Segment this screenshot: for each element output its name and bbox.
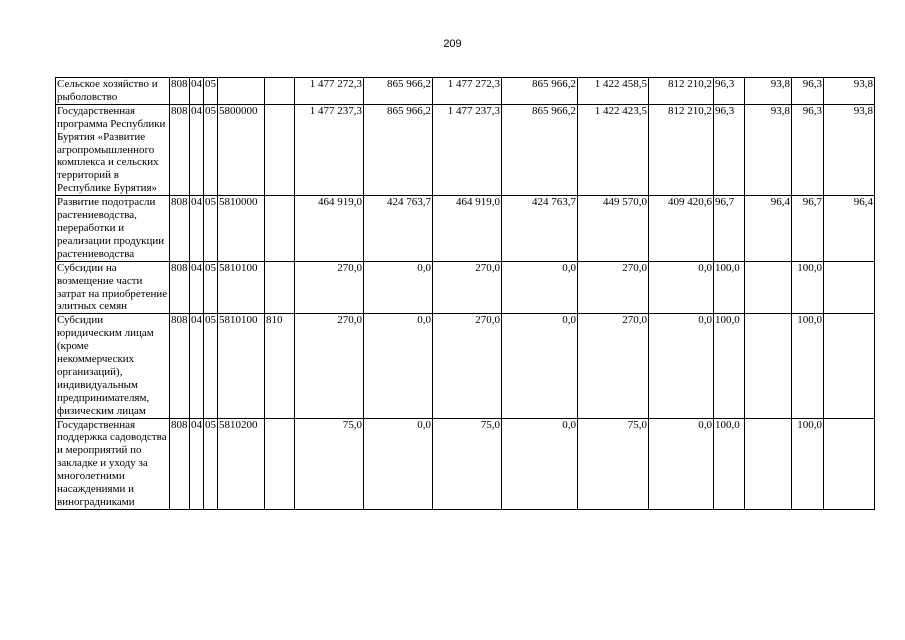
section-code-cell: 04 [190,418,204,509]
amount-cell-5: 270,0 [578,314,649,418]
amount-cell-5: 1 422 423,5 [578,104,649,195]
target-article-cell [218,78,265,105]
amount-cell-4: 0,0 [502,418,578,509]
amount-cell-3: 464 919,0 [433,196,502,262]
amount-cell-6: 0,0 [649,314,714,418]
row-name-cell: Государственная программа Республики Бурятия «Развитие агропромышленного комплекса и сельских территорий в Республике Бурятия» [56,104,170,195]
percent-cell-4 [824,418,875,509]
amount-cell-6: 812 210,2 [649,104,714,195]
amount-cell-3: 1 477 237,3 [433,104,502,195]
table-row [56,104,875,195]
page-number: 209 [443,38,462,50]
percent-cell-3: 96,7 [792,196,824,262]
percent-cell-2: 96,4 [745,196,792,262]
amount-cell-6: 409 420,6 [649,196,714,262]
percent-cell-1: 100,0 [714,314,745,418]
amount-cell-2: 865 966,2 [364,78,433,105]
target-article-cell: 5810000 [218,196,265,262]
percent-cell-2 [745,418,792,509]
amount-cell-4: 0,0 [502,261,578,314]
percent-cell-4 [824,314,875,418]
section-code-cell: 04 [190,261,204,314]
percent-cell-2 [745,261,792,314]
target-article-cell: 5800000 [218,104,265,195]
amount-cell-3: 270,0 [433,261,502,314]
expense-type-cell [265,418,295,509]
amount-cell-6: 812 210,2 [649,78,714,105]
subsection-code-cell: 05 [204,261,218,314]
amount-cell-4: 0,0 [502,314,578,418]
table-row [56,261,875,314]
amount-cell-2: 0,0 [364,314,433,418]
expense-type-cell [265,196,295,262]
amount-cell-1: 75,0 [295,418,364,509]
percent-cell-2 [745,314,792,418]
percent-cell-4: 93,8 [824,104,875,195]
percent-cell-3: 96,3 [792,78,824,105]
percent-cell-3: 96,3 [792,104,824,195]
row-name-cell: Сельское хозяйство и рыболовство [56,78,170,105]
amount-cell-5: 75,0 [578,418,649,509]
amount-cell-1: 464 919,0 [295,196,364,262]
expense-type-cell [265,261,295,314]
row-name-cell: Развитие подотрасли растениеводства, переработки и реализации продукции растениеводства [56,196,170,262]
target-article-cell: 5810200 [218,418,265,509]
ved-code-cell: 808 [170,418,190,509]
section-code-cell: 04 [190,78,204,105]
amount-cell-4: 424 763,7 [502,196,578,262]
ved-code-cell: 808 [170,78,190,105]
table-row [56,78,875,105]
amount-cell-4: 865 966,2 [502,104,578,195]
amount-cell-6: 0,0 [649,261,714,314]
ved-code-cell: 808 [170,314,190,418]
subsection-code-cell: 05 [204,196,218,262]
amount-cell-5: 270,0 [578,261,649,314]
percent-cell-2: 93,8 [745,78,792,105]
subsection-code-cell: 05 [204,418,218,509]
amount-cell-2: 865 966,2 [364,104,433,195]
amount-cell-3: 1 477 272,3 [433,78,502,105]
amount-cell-5: 449 570,0 [578,196,649,262]
row-name-cell: Субсидии на возмещение части затрат на приобретение элитных семян [56,261,170,314]
section-code-cell: 04 [190,196,204,262]
percent-cell-1: 96,3 [714,78,745,105]
amount-cell-3: 75,0 [433,418,502,509]
amount-cell-1: 270,0 [295,314,364,418]
percent-cell-1: 96,3 [714,104,745,195]
amount-cell-2: 0,0 [364,261,433,314]
budget-table [55,77,875,510]
ved-code-cell: 808 [170,104,190,195]
percent-cell-1: 96,7 [714,196,745,262]
subsection-code-cell: 05 [204,314,218,418]
amount-cell-2: 0,0 [364,418,433,509]
percent-cell-4 [824,261,875,314]
percent-cell-1: 100,0 [714,418,745,509]
row-name-cell: Государственная поддержка садоводства и мероприятий по закладке и уходу за многолетними насаждениями и виноградниками [56,418,170,509]
amount-cell-1: 1 477 272,3 [295,78,364,105]
ved-code-cell: 808 [170,196,190,262]
section-code-cell: 04 [190,314,204,418]
amount-cell-5: 1 422 458,5 [578,78,649,105]
table-row [56,314,875,418]
subsection-code-cell: 05 [204,78,218,105]
percent-cell-2: 93,8 [745,104,792,195]
percent-cell-1: 100,0 [714,261,745,314]
percent-cell-3: 100,0 [792,261,824,314]
amount-cell-1: 270,0 [295,261,364,314]
percent-cell-4: 93,8 [824,78,875,105]
amount-cell-3: 270,0 [433,314,502,418]
percent-cell-4: 96,4 [824,196,875,262]
section-code-cell: 04 [190,104,204,195]
ved-code-cell: 808 [170,261,190,314]
subsection-code-cell: 05 [204,104,218,195]
percent-cell-3: 100,0 [792,314,824,418]
amount-cell-6: 0,0 [649,418,714,509]
target-article-cell: 5810100 [218,261,265,314]
expense-type-cell [265,78,295,105]
table-row [56,418,875,509]
table-body [56,78,875,510]
expense-type-cell [265,104,295,195]
expense-type-cell: 810 [265,314,295,418]
amount-cell-4: 865 966,2 [502,78,578,105]
amount-cell-1: 1 477 237,3 [295,104,364,195]
row-name-cell: Субсидии юридическим лицам (кроме некоммерческих организаций), индивидуальным предпринимателям, физическим лицам [56,314,170,418]
amount-cell-2: 424 763,7 [364,196,433,262]
target-article-cell: 5810100 [218,314,265,418]
table-row [56,196,875,262]
percent-cell-3: 100,0 [792,418,824,509]
